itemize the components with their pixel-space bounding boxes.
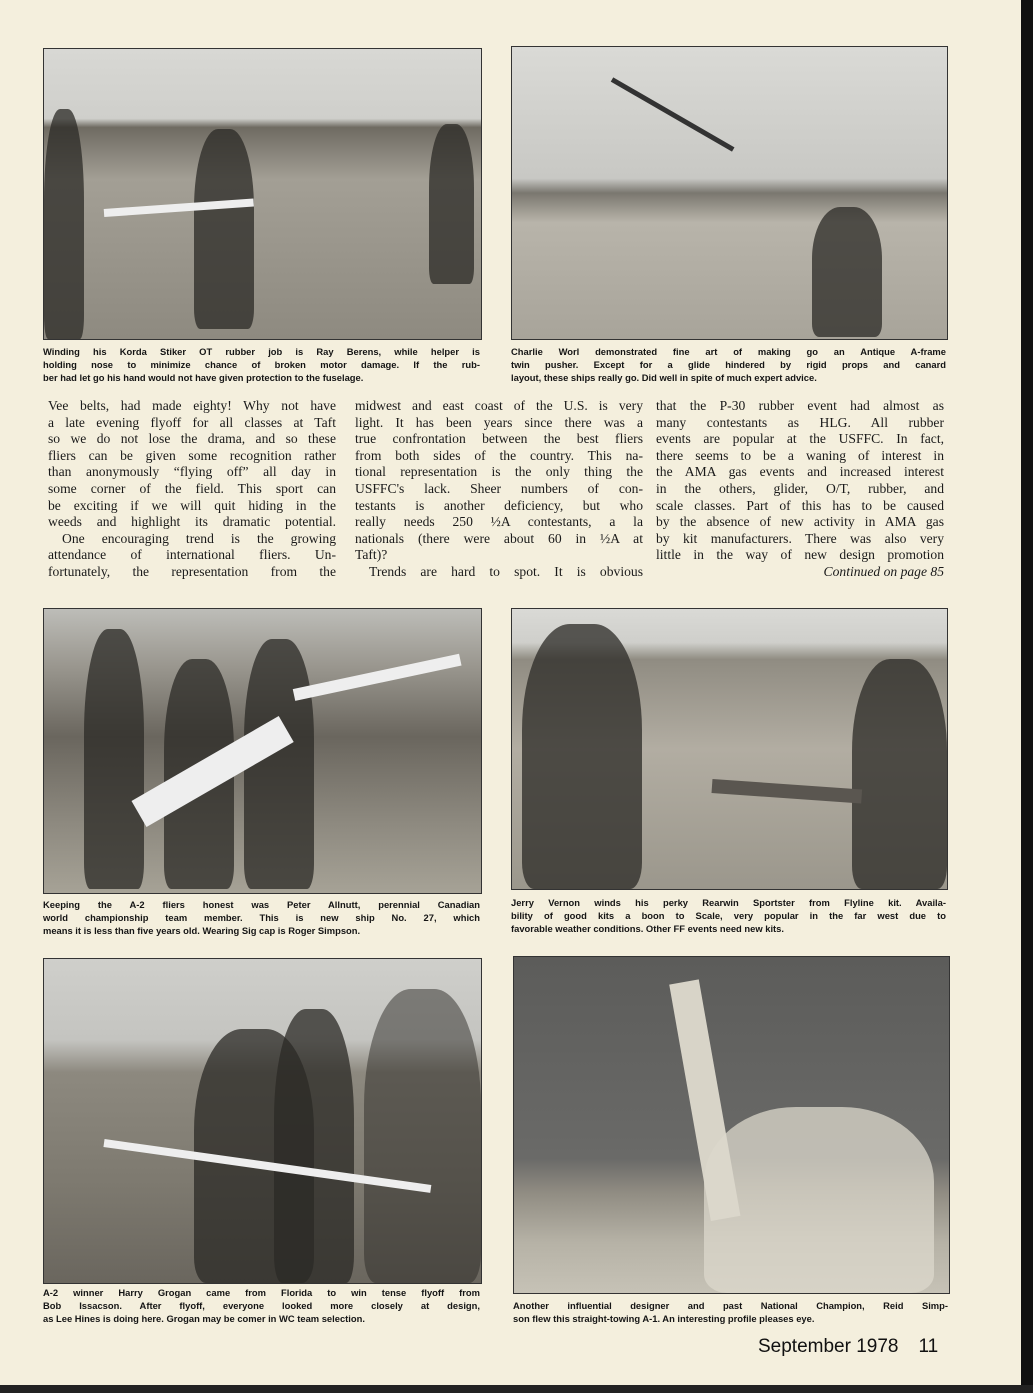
text-line: in the others, glider, O/T, rubber, and <box>656 480 944 496</box>
caption-line: son flew this straight-towing A-1. An interesting profile pleases eye. <box>513 1313 815 1325</box>
text-line: Trends are hard to spot. It is obvious <box>369 563 643 579</box>
caption-line: ber had let go his hand would not have given protection to the fuselage. <box>43 372 364 384</box>
text-line: by kit manufacturers. There was also very <box>656 530 944 546</box>
text-line: events are popular at the USFFC. In fact, <box>656 431 944 447</box>
photo-peter-allnutt-a2 <box>43 608 482 894</box>
caption-photo2 <box>511 345 946 385</box>
photo-ray-berens-winding <box>43 48 482 340</box>
text-line: Taft)? <box>355 547 388 563</box>
caption-photo6 <box>513 1299 948 1325</box>
text-line: a late evening flyoff for all classes at Taft <box>48 414 336 430</box>
photo-jerry-vernon-rearwin <box>511 608 948 890</box>
text-line: there seems to be a waning of interest in <box>656 447 944 463</box>
scan-border-right <box>1021 0 1033 1393</box>
page-footer <box>758 1336 938 1358</box>
text-line: really needs 250 ½A contestants, a la <box>355 514 643 530</box>
caption-line: favorable weather conditions. Other FF events need new kits. <box>511 923 784 935</box>
text-line: little in the way of new design promotion <box>656 547 944 563</box>
body-column-1 <box>48 398 336 581</box>
text-line: be exciting if we will quit hiding in the <box>48 497 336 513</box>
caption-line: Keeping the A-2 fliers honest was Peter Allnutt, perennial Canadian <box>43 899 480 910</box>
text-line: that the P-30 rubber event had almost as <box>656 398 944 413</box>
text-line: tional representation is the only thing the <box>355 464 643 480</box>
text-line: many contestants as HLG. All rubber <box>656 414 944 430</box>
text-line: USFFC's lack. Sheer numbers of con- <box>355 480 643 496</box>
caption-line: twin pusher. Except for a glide hindered by rigid props and canard <box>511 359 946 371</box>
text-line: than anonymously “flying off” all day in <box>48 464 336 480</box>
continued-on-page-link: Continued on page 85 <box>823 563 944 579</box>
page-number: 11 <box>918 1336 939 1357</box>
caption-photo5 <box>43 1286 480 1326</box>
text-line: Vee belts, had made eighty! Why not have <box>48 398 336 413</box>
issue-date: September 1978 <box>758 1336 899 1357</box>
caption-line: Another influential designer and past National Champion, Reid Simp- <box>513 1300 948 1311</box>
text-line: so we do not lose the drama, and so these <box>48 431 336 447</box>
text-line: the AMA gas events and increased interest <box>656 464 944 480</box>
caption-line: Jerry Vernon winds his perky Rearwin Sportster from Flyline kit. Availa- <box>511 897 946 908</box>
text-line: weeds and highlight its dramatic potential. <box>48 514 336 530</box>
caption-line: layout, these ships really go. Did well in spite of much expert advice. <box>511 372 817 384</box>
caption-line: as Lee Hines is doing here. Grogan may be comer in WC team selection. <box>43 1313 365 1325</box>
text-line: from both sides of the country. This na- <box>355 447 643 463</box>
photo-harry-grogan-a2-winner <box>43 958 482 1284</box>
caption-line: world championship team member. This is new ship No. 27, which <box>43 912 480 924</box>
photo-charlie-worl-pusher <box>511 46 948 340</box>
caption-line: holding nose to minimize chance of broken motor damage. If the rub- <box>43 359 480 371</box>
text-line: true confrontation between the best fliers <box>355 431 643 447</box>
caption-line: Charlie Worl demonstrated fine art of making go an Antique A-frame <box>511 346 946 357</box>
caption-line: Bob Issacson. After flyoff, everyone looked more closely at design, <box>43 1300 480 1312</box>
caption-line: Winding his Korda Stiker OT rubber job is Ray Berens, while helper is <box>43 346 480 357</box>
caption-line: A-2 winner Harry Grogan came from Florida to win tense flyoff from <box>43 1287 480 1298</box>
text-line: nationals (there were about 60 in ½A at <box>355 530 643 546</box>
text-line: light. It has been years since there was a <box>355 414 643 430</box>
text-line: attendance of international fliers. Un- <box>48 547 336 563</box>
text-line: scale classes. Part of this has to be caused <box>656 497 944 513</box>
text-line: some corner of the field. This sport can <box>48 480 336 496</box>
caption-photo4 <box>511 896 946 936</box>
body-column-2 <box>355 398 643 581</box>
text-line: One encouraging trend is the growing <box>62 530 336 546</box>
text-line: fortunately, the representation from the <box>48 563 336 579</box>
caption-line: bility of good kits a boon to Scale, very popular in the far west due to <box>511 910 946 922</box>
caption-line: means it is less than five years old. Wearing Sig cap is Roger Simpson. <box>43 925 361 937</box>
caption-photo3 <box>43 898 480 938</box>
text-line: midwest and east coast of the U.S. is very <box>355 398 643 413</box>
text-line: testants is another deficiency, but who <box>355 497 643 513</box>
photo-reid-simpson-a1 <box>513 956 950 1294</box>
body-column-3 <box>656 398 944 581</box>
text-line: by the absence of new activity in AMA gas <box>656 514 944 530</box>
caption-photo1 <box>43 345 480 385</box>
scan-border-bottom <box>0 1385 1033 1393</box>
text-line: fliers can be given some recognition rather <box>48 447 336 463</box>
